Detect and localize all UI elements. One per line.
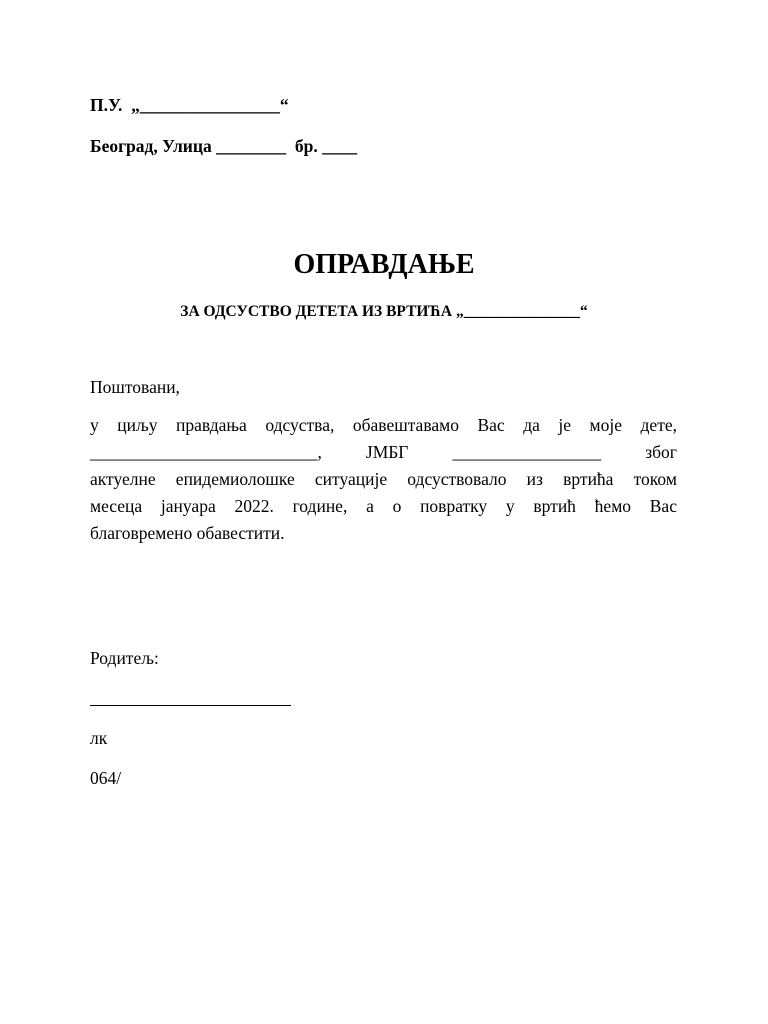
word: током <box>633 469 677 489</box>
word: епидемиолошке <box>175 469 295 489</box>
word: месеца <box>90 496 143 516</box>
greeting: Поштовани, <box>90 377 180 397</box>
body-row-1 <box>90 412 677 439</box>
body-row-5: благовремено обавестити. <box>90 523 285 543</box>
word: је <box>558 415 572 435</box>
word: године, <box>292 496 348 516</box>
document-subtitle: ЗА ОДСУСТВО ДЕТЕТА ИЗ ВРТИЋА „_______________“ <box>180 303 588 320</box>
word: Вас <box>649 496 677 516</box>
word: а <box>366 496 374 516</box>
word: моје <box>589 415 623 435</box>
body-row-2 <box>90 439 677 466</box>
address-line: Београд, Улица ________ бр. ____ <box>90 136 358 156</box>
word: __________________________, <box>90 442 322 462</box>
body-row-3 <box>90 466 677 493</box>
word: одсуствовало <box>407 469 507 489</box>
word: јануара <box>160 496 216 516</box>
word: због <box>645 442 677 462</box>
word: Вас <box>477 415 505 435</box>
word: о <box>392 496 402 516</box>
institution-line: П.У. „________________“ <box>90 95 289 115</box>
phone-label: 064/ <box>90 768 122 788</box>
word: обавештавамо <box>352 415 459 435</box>
word: повратку <box>420 496 488 516</box>
word: правдања <box>176 415 247 435</box>
word: дете, <box>640 415 677 435</box>
word: ћемо <box>594 496 632 516</box>
word: вртића <box>563 469 614 489</box>
word: ЈМБГ <box>365 442 409 462</box>
document-title: ОПРАВДАЊЕ <box>293 249 475 280</box>
id-card-label: лк <box>90 728 108 748</box>
word: 2022. <box>234 496 274 516</box>
word: да <box>523 415 540 435</box>
word: одсуства, <box>265 415 335 435</box>
parent-label: Родитељ: <box>90 648 159 668</box>
word: циљу <box>117 415 158 435</box>
word: актуелне <box>90 469 156 489</box>
body-paragraph <box>90 412 677 547</box>
word: _________________ <box>452 442 602 462</box>
word: вртић <box>533 496 576 516</box>
word: из <box>526 469 543 489</box>
word: ситуације <box>314 469 388 489</box>
word: у <box>90 415 99 435</box>
signature-line <box>90 705 291 706</box>
body-row-4 <box>90 493 677 520</box>
word: у <box>505 496 515 516</box>
